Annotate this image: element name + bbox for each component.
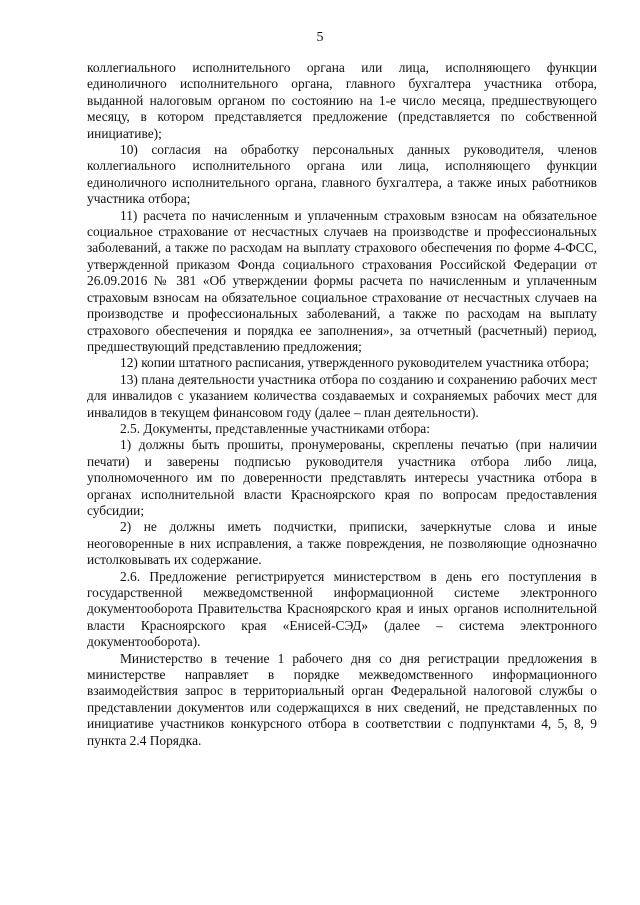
paragraph-2-5-item-1: 1) должны быть прошиты, пронумерованы, скреплены печатью (при наличии печати) и заверены подписью руководителя участника отбора либо лица, уполномоченного им по доверенности представлять интересы участника отбора в органах исполнительной власти Красноярского края по вопросам предоставления субсидии;: [87, 437, 597, 518]
paragraph-section-2-5: 2.5. Документы, представленные участниками отбора:: [120, 420, 430, 436]
paragraph-item-10: 10) согласия на обработку персональных данных руководителя, членов коллегиального исполнительного органа или лица, исполняющего функции единоличного исполнительного органа, главного бухгалтера, а также иных работников участника отбора;: [87, 142, 597, 207]
document-body: [87, 60, 597, 749]
paragraph-section-2-6: 2.6. Предложение регистрируется министерством в день его поступления в государственной межведомственной информационной системе электронного документооборота Правительства Красноярского края и иных органов исполнительной власти Красноярского края «Енисей-СЭД» (далее – система электронного документооборота).: [87, 568, 597, 650]
paragraph-item-12: 12) копии штатного расписания, утвержденного руководителем участника отбора;: [120, 355, 590, 371]
paragraph-item-11: 11) расчета по начисленным и уплаченным страховым взносам на обязательное социальное страхование от несчастных случаев на производстве и профессиональных заболеваний, а также по расходам на выплату страхового обеспечения по форме 4-ФСС, утвержденной приказом Фонда социального страхования Российской Федерации от 26.09.2016 № 381 «Об утверждении формы расчета по начисленным и уплаченным страховым взносам на обязательное социальное страхование от несчастных случаев на производстве и профессиональных заболеваний, а также по расходам на выплату страхового обеспечения и порядка ее заполнения», за отчетный (расчетный) период, предшествующий представлению предложения;: [87, 207, 597, 354]
paragraph-continuation: коллегиального исполнительного органа или лица, исполняющего функции единоличного исполнительного органа, главного бухгалтера участника отбора, выданной налоговым органом по состоянию на 1-е число месяца, предшествующего месяцу, в котором представляется предложение (представляется по собственной инициативе);: [87, 60, 597, 141]
paragraph-2-5-item-2: 2) не должны иметь подчистки, приписки, зачеркнутые слова и иные неоговоренные в них исправления, а также повреждения, не позволяющие однозначно истолковывать их содержание.: [87, 519, 597, 568]
paragraph-ministry-request: Министерство в течение 1 рабочего дня со дня регистрации предложения в министерстве направляет в порядке межведомственного информационного взаимодействия запрос в территориальный орган Федеральной налоговой службы о представлении документов или содержащихся в них сведений, не представленных по инициативе участников конкурсного отбора в соответствии с подпунктами 4, 5, 8, 9 пункта 2.4 Порядка.: [87, 650, 597, 748]
paragraph-item-13: 13) плана деятельности участника отбора по созданию и сохранению рабочих мест для инвалидов с указанием количества создаваемых и сохраняемых рабочих мест для инвалидов в текущем финансовом году (далее – план деятельности).: [87, 371, 597, 420]
page-number: 5: [316, 30, 324, 45]
